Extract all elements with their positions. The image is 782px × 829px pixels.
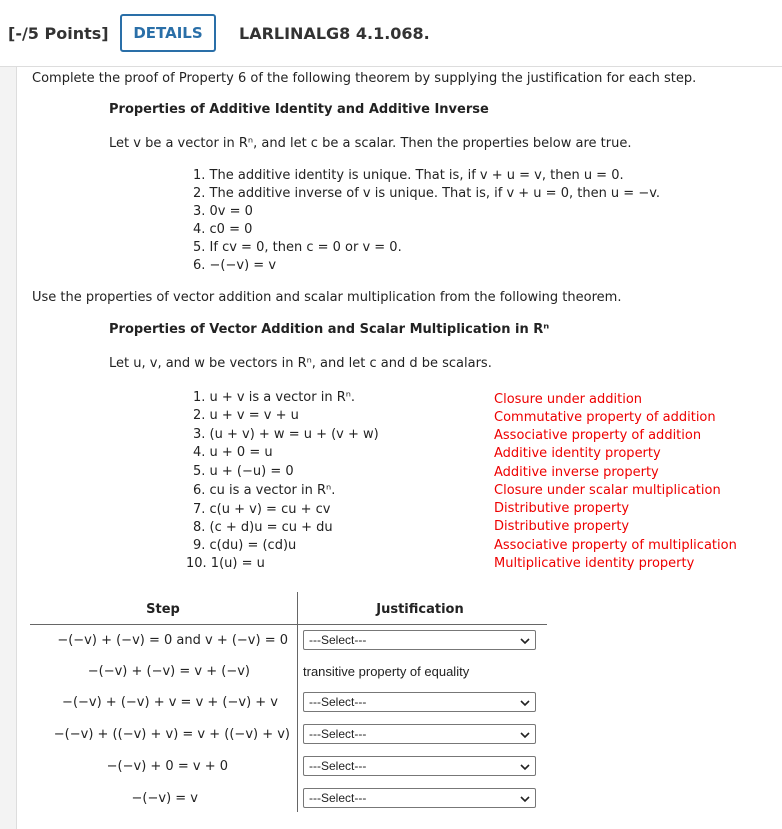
problem-code: LARLINALG8 4.1.068. xyxy=(239,24,430,43)
property-name: Distributive property xyxy=(494,519,630,534)
justification-select-1[interactable] xyxy=(303,630,536,650)
theorem2-item: 10. 1(u) = u xyxy=(186,556,265,571)
theorem2-item: 2. u + v = v + u xyxy=(193,408,299,423)
theorem1-title: Properties of Additive Identity and Additive Inverse xyxy=(109,102,489,117)
chevron-down-icon xyxy=(520,636,530,646)
proof-step: −(−v) + ((−v) + v) = v + ((−v) + v) xyxy=(53,727,290,742)
question-header xyxy=(0,0,782,67)
chevron-down-icon xyxy=(520,762,530,772)
select-value: ---Select--- xyxy=(309,633,367,647)
select-value: ---Select--- xyxy=(309,791,367,805)
property-name: Additive identity property xyxy=(494,446,661,461)
justification-column-header: Justification xyxy=(376,602,464,617)
theorem2-item: 4. u + 0 = u xyxy=(193,445,273,460)
justification-select-4[interactable] xyxy=(303,724,536,744)
justification-select-6[interactable] xyxy=(303,788,536,808)
theorem1-item: 1. The additive identity is unique. That is, if v + u = v, then u = 0. xyxy=(193,168,624,183)
proof-step: −(−v) + 0 = v + 0 xyxy=(106,759,228,774)
theorem1-item: 3. 0v = 0 xyxy=(193,204,253,219)
property-name: Commutative property of addition xyxy=(494,410,716,425)
select-value: ---Select--- xyxy=(309,695,367,709)
theorem1-item: 5. If cv = 0, then c = 0 or v = 0. xyxy=(193,240,402,255)
chevron-down-icon xyxy=(520,730,530,740)
select-value: ---Select--- xyxy=(309,727,367,741)
theorem1-item: 4. c0 = 0 xyxy=(193,222,253,237)
select-value: ---Select--- xyxy=(309,759,367,773)
property-name: Associative property of addition xyxy=(494,428,702,443)
property-name: Closure under addition xyxy=(494,392,643,407)
theorem2-item: 6. cu is a vector in Rⁿ. xyxy=(193,483,336,498)
justification-select-5[interactable] xyxy=(303,756,536,776)
proof-step: −(−v) = v xyxy=(131,791,198,806)
step-column-header: Step xyxy=(146,602,180,617)
theorem2-item: 8. (c + d)u = cu + du xyxy=(193,520,333,535)
justification-select-3[interactable] xyxy=(303,692,536,712)
justification-text-2: transitive property of equality xyxy=(303,664,470,679)
theorem2-item: 7. c(u + v) = cu + cv xyxy=(193,502,331,517)
theorem2-item: 1. u + v is a vector in Rⁿ. xyxy=(193,390,356,405)
chevron-down-icon xyxy=(520,794,530,804)
chevron-down-icon xyxy=(520,698,530,708)
theorem1-item: 2. The additive inverse of v is unique. That is, if v + u = 0, then u = −v. xyxy=(193,186,661,201)
theorem2-item: 9. c(du) = (cd)u xyxy=(193,538,297,553)
theorem1-lead: Let v be a vector in Rⁿ, and let c be a scalar. Then the properties below are true. xyxy=(109,136,632,151)
property-name: Distributive property xyxy=(494,501,630,516)
points-label: [-/5 Points] xyxy=(8,24,109,43)
property-name: Associative property of multiplication xyxy=(494,538,737,553)
proof-step: −(−v) + (−v) = v + (−v) xyxy=(87,664,250,679)
table-divider xyxy=(297,592,298,812)
instruction-text: Use the properties of vector addition and scalar multiplication from the following theorem. xyxy=(32,290,622,305)
property-name: Closure under scalar multiplication xyxy=(494,483,721,498)
intro-text: Complete the proof of Property 6 of the following theorem by supplying the justification for each step. xyxy=(32,71,697,86)
theorem2-title: Properties of Vector Addition and Scalar Multiplication in Rⁿ xyxy=(109,322,550,337)
proof-step: −(−v) + (−v) = 0 and v + (−v) = 0 xyxy=(57,633,288,648)
theorem2-lead: Let u, v, and w be vectors in Rⁿ, and let c and d be scalars. xyxy=(109,356,492,371)
details-button[interactable]: DETAILS xyxy=(120,14,216,52)
theorem2-item: 3. (u + v) + w = u + (v + w) xyxy=(193,427,379,442)
proof-step: −(−v) + (−v) + v = v + (−v) + v xyxy=(62,695,278,710)
property-name: Multiplicative identity property xyxy=(494,556,695,571)
theorem2-item: 5. u + (−u) = 0 xyxy=(193,464,294,479)
theorem1-item: 6. −(−v) = v xyxy=(193,258,277,273)
property-name: Additive inverse property xyxy=(494,465,659,480)
table-header-rule xyxy=(30,624,547,625)
